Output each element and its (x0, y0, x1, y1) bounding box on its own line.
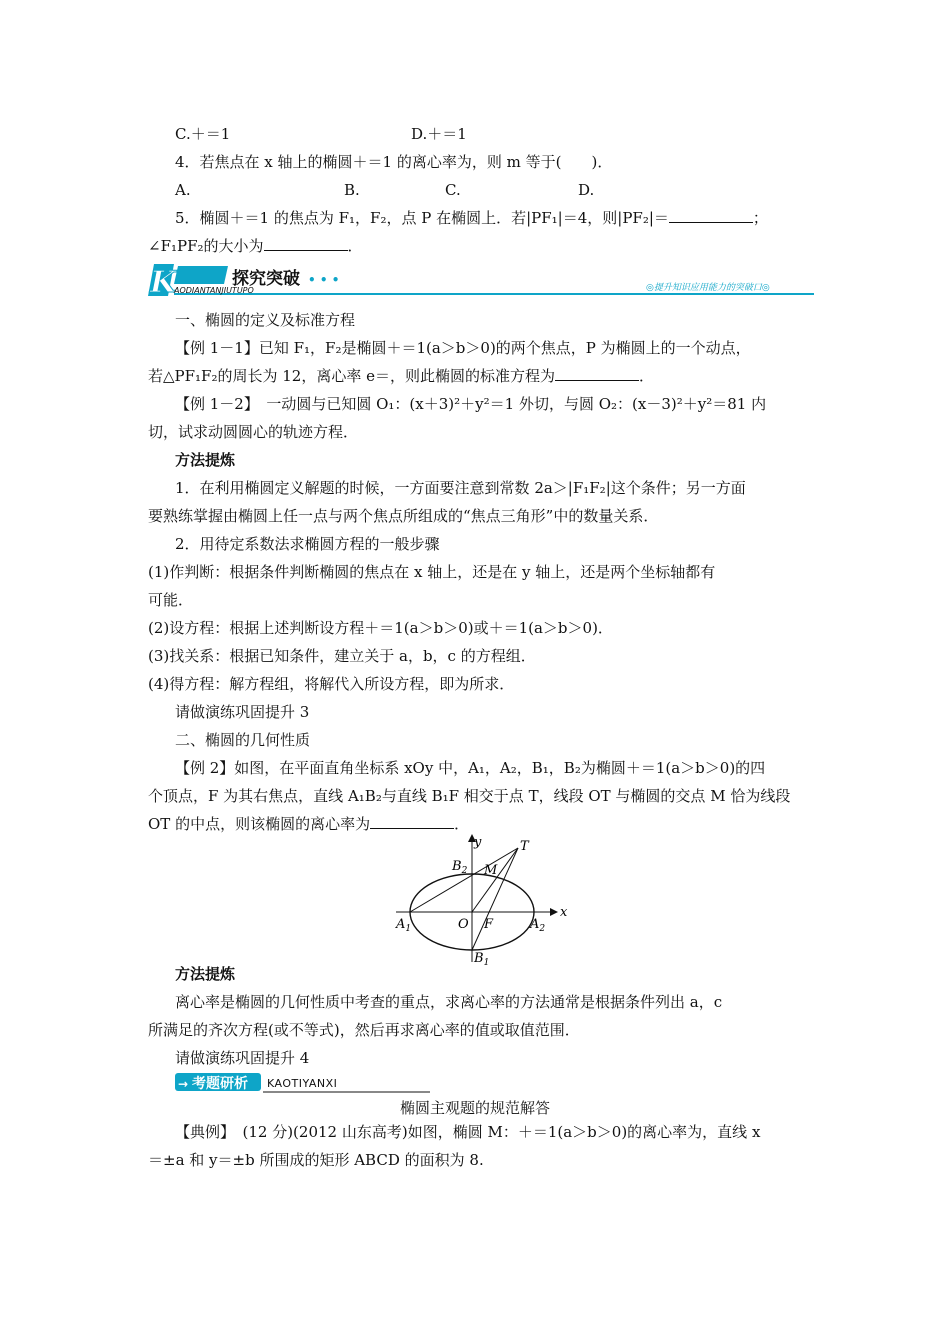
punct: ． (638, 367, 654, 385)
method-2-3: (3)找关系：根据已知条件，建立关于 a，b，c 的方程组． (148, 647, 536, 665)
q4-option-d: D. (578, 181, 595, 199)
example-text: 若△PF₁F₂的周长为 12，离心率 e＝，则此椭圆的标准方程为 (148, 367, 555, 385)
example-text: OT 的中点，则该椭圆的离心率为 (148, 815, 371, 833)
method-1-line1: 1．在利用椭圆定义解题的时候，一方面要注意到常数 2a＞|F₁F₂|这个条件；另一方面 (175, 479, 746, 497)
method-2-1-line2: 可能． (148, 591, 194, 609)
label-a1: $A_1$ (396, 917, 412, 934)
option-c: C.＋＝1 (175, 125, 231, 143)
section-banner-explore (148, 262, 814, 298)
punct: ． (347, 237, 363, 255)
banner-right-caption: ◎提升知识应用能力的突破口◎ (646, 283, 770, 293)
method-text-line1: 离心率是椭圆的几何性质中考查的重点，求离心率的方法通常是根据条件列出 a，c (175, 993, 723, 1011)
question-5-line2 (148, 236, 363, 256)
method-heading-2: 方法提炼 (175, 965, 236, 983)
method-2-4: (4)得方程：解方程组，将解代入所设方程，即为所求． (148, 675, 515, 693)
practice-note-3: 请做演练巩固提升 3 (175, 703, 310, 721)
practice-note-4: 请做演练巩固提升 4 (175, 1049, 310, 1067)
banner-graphic (175, 1072, 430, 1094)
method-2-1-line1: (1)作判断：根据条件判断椭圆的焦点在 x 轴上，还是在 y 轴上，还是两个坐标轴都有 (148, 563, 716, 581)
label-a2: $A_2$ (530, 917, 546, 934)
example-1-2-line2: 切，试求动圆圆心的轨迹方程． (148, 423, 359, 441)
label-t: T (520, 839, 529, 854)
method-2-2: (2)设方程：根据上述判断设方程＋＝1(a＞b＞0)或＋＝1(a＞b＞0)． (148, 619, 613, 637)
method-text-line2: 所满足的齐次方程(或不等式)，然后再求离心率的值或取值范围． (148, 1021, 580, 1039)
banner-graphic (148, 262, 814, 298)
banner-title: 考题研析 (192, 1076, 248, 1092)
method-1-line2: 要熟练掌握由椭圆上任一点与两个焦点所组成的“焦点三角形”中的数量关系． (148, 507, 659, 525)
example-1-2-line1: 【例 1－2】 一动圆与已知圆 O₁：(x＋3)²＋y²＝1 外切，与圆 O₂：(x－3)²＋y²＝81 内 (175, 395, 767, 413)
method-2: 2．用待定系数法求椭圆方程的一般步骤 (175, 535, 440, 553)
answer-blank (264, 236, 348, 251)
q4-option-b: B. (344, 181, 360, 199)
question-5-text: ∠F₁PF₂的大小为 (148, 237, 264, 255)
option-d: D.＋＝1 (411, 125, 467, 143)
label-m: M (484, 863, 498, 878)
example-1-1-line2 (148, 366, 654, 386)
label-x: x (560, 905, 568, 920)
q4-option-c: C. (445, 181, 461, 199)
label-b2: $B_2$ (452, 859, 468, 876)
section-banner-exam (175, 1072, 430, 1094)
section-3-title: 椭圆主观题的规范解答 (399, 1099, 550, 1117)
punct: ； (752, 209, 768, 227)
section-1-heading: 一、椭圆的定义及标准方程 (175, 311, 356, 329)
question-5-line1 (175, 208, 768, 228)
method-heading: 方法提炼 (175, 451, 236, 469)
answer-blank (370, 814, 454, 829)
q4-option-a: A. (175, 181, 191, 199)
arrow-icon: → (178, 1077, 189, 1091)
banner-k-letter: K (150, 265, 177, 298)
label-f: F (484, 917, 494, 932)
label-b1: $B_1$ (474, 951, 490, 968)
label-o: O (458, 917, 469, 932)
example-2-line1: 【例 2】如图，在平面直角坐标系 xOy 中，A₁，A₂，B₁，B₂为椭圆＋＝1(a＞b＞0)的四 (175, 759, 766, 777)
section-2-heading: 二、椭圆的几何性质 (175, 731, 311, 749)
banner-title: 探究突破 (232, 269, 300, 289)
question-5-text: 5．椭圆＋＝1 的焦点为 F₁，F₂，点 P 在椭圆上．若|PF₁|＝4，则|PF₂|＝ (175, 209, 669, 227)
banner-dots: • • • (308, 273, 340, 287)
typical-example-line2: ＝±a 和 y＝±b 所围成的矩形 ABCD 的面积为 8. (148, 1151, 484, 1169)
banner-subtitle: AODIANTANJIUTUPO (174, 286, 254, 295)
answer-blank (669, 208, 753, 223)
ellipse-figure (380, 830, 570, 970)
question-4: 4．若焦点在 x 轴上的椭圆＋＝1 的离心率为，则 m 等于( )． (175, 153, 613, 171)
punct: ． (454, 815, 470, 833)
banner-subtitle: KAOTIYANXI (267, 1077, 338, 1090)
example-2-line2: 个顶点，F 为其右焦点，直线 A₁B₂与直线 B₁F 相交于点 T，线段 OT 与椭圆的交点 M 恰为线段 (148, 787, 791, 805)
answer-blank (555, 366, 639, 381)
example-1-1-line1: 【例 1－1】已知 F₁，F₂是椭圆＋＝1(a＞b＞0)的两个焦点，P 为椭圆上的一个动点， (175, 339, 751, 357)
typical-example-line1: 【典例】 (12 分)(2012 山东高考)如图，椭圆 M：＋＝1(a＞b＞0)的离心率为，直线 x (175, 1123, 761, 1141)
label-y: y (474, 835, 482, 850)
